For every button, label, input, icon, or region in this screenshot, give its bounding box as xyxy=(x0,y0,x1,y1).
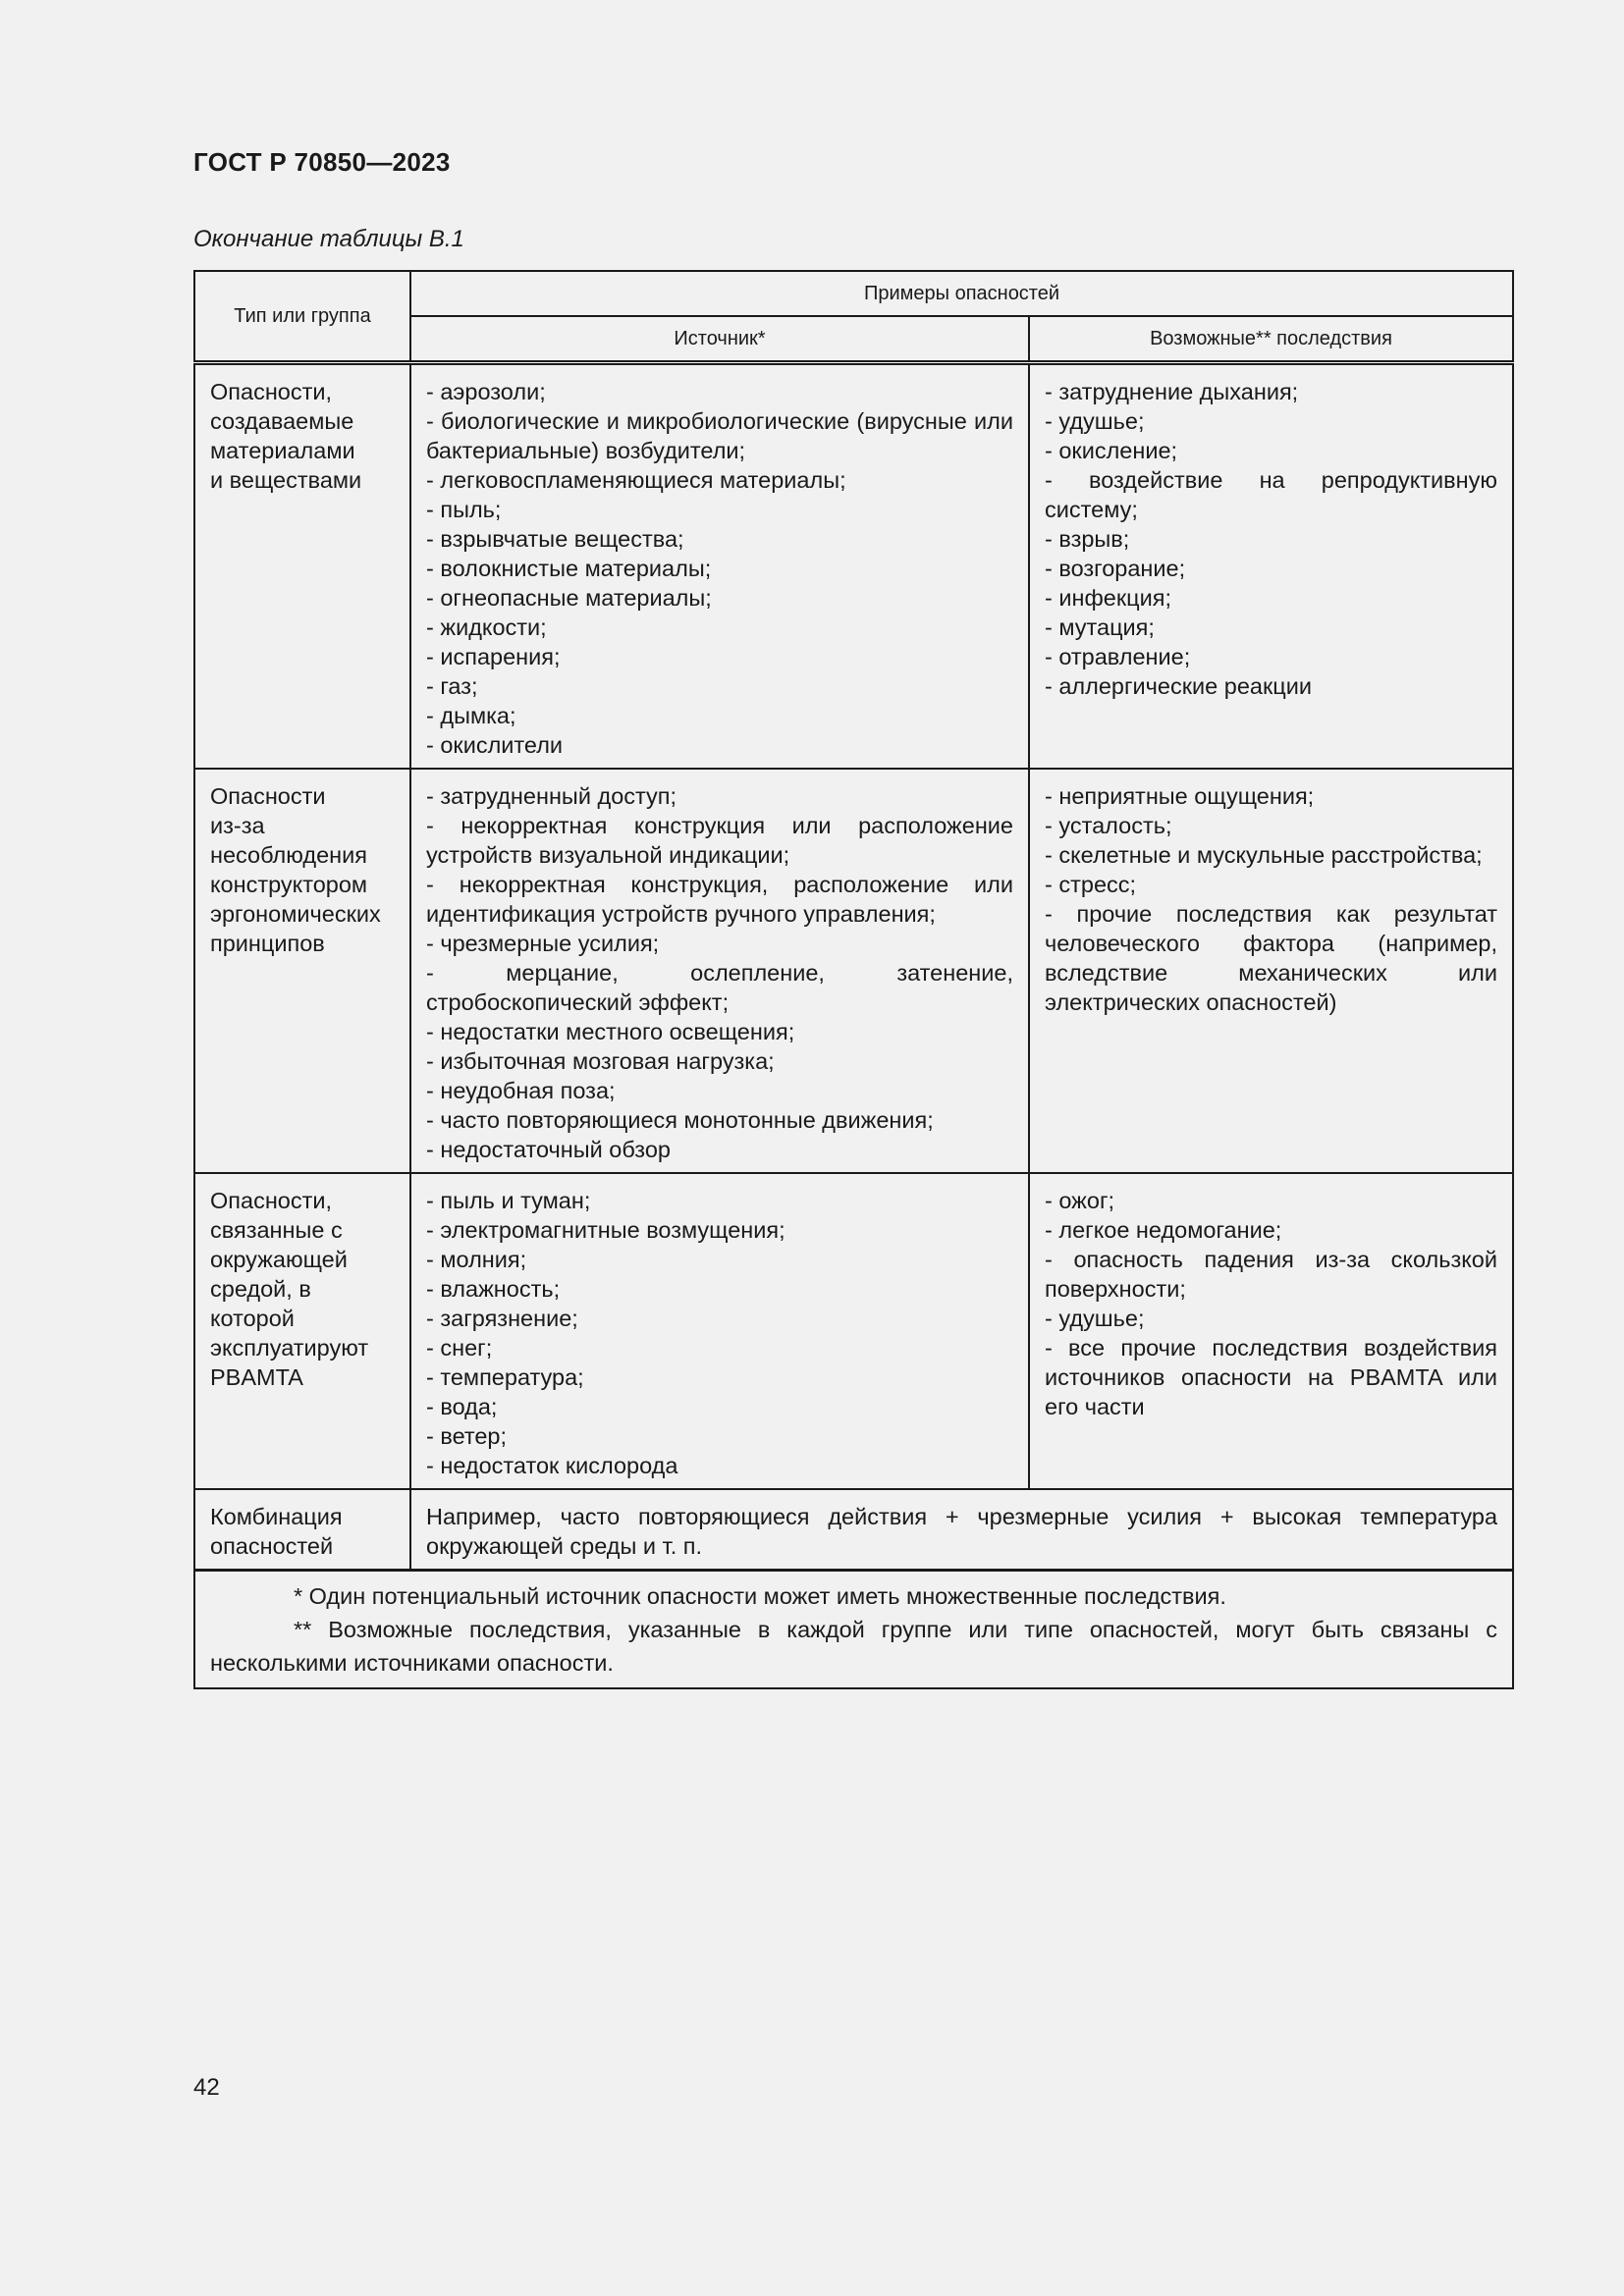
sources-list xyxy=(426,1186,1013,1480)
list-item: - отравление; xyxy=(1045,644,1191,669)
list-item: - удушье; xyxy=(1045,1306,1145,1331)
table-caption: Окончание таблицы В.1 xyxy=(193,226,464,252)
table-row xyxy=(194,1173,1513,1489)
list-item: - легковоспламеняющиеся материалы; xyxy=(426,467,846,493)
list-item: - мутация; xyxy=(1045,614,1155,640)
consequences-list xyxy=(1045,781,1497,1017)
group-cell: Опасности, связанные с окружающей средой, в которой эксплуатируют PBAMTA xyxy=(210,1188,369,1390)
list-item: - загрязнение; xyxy=(426,1306,578,1331)
list-item: - неприятные ощущения; xyxy=(1045,783,1315,809)
list-item: - избыточная мозговая нагрузка; xyxy=(426,1048,775,1074)
list-item: - температура; xyxy=(426,1364,584,1390)
list-item: - затрудненный доступ; xyxy=(426,783,677,809)
list-item: - пыль; xyxy=(426,497,502,522)
col-header-consequences: Возможные** последствия xyxy=(1029,316,1513,363)
list-item: - биологические и микробиологические (вирусные или бактериальные) возбудители; xyxy=(426,408,1013,463)
list-item: - недостаточный обзор xyxy=(426,1137,671,1162)
col-header-examples: Примеры опасностей xyxy=(410,271,1513,316)
list-item: - часто повторяющиеся монотонные движения; xyxy=(426,1107,934,1133)
list-item: - волокнистые материалы; xyxy=(426,556,712,581)
list-item: - аллергические реакции xyxy=(1045,673,1312,699)
list-item: - инфекция; xyxy=(1045,585,1171,611)
list-item: - окисление; xyxy=(1045,438,1178,463)
group-cell: Опасности из-за несоблюдения конструктором эргономических принципов xyxy=(210,783,381,956)
page-number: 42 xyxy=(193,2074,220,2101)
group-cell: Комбинация опасностей xyxy=(210,1504,343,1559)
hazards-table xyxy=(193,270,1514,1689)
list-item: - пыль и туман; xyxy=(426,1188,591,1213)
list-item: - стресс; xyxy=(1045,872,1137,897)
col-header-source: Источник* xyxy=(410,316,1029,363)
list-item: - влажность; xyxy=(426,1276,561,1302)
list-item: - усталость; xyxy=(1045,813,1172,838)
list-item: - мерцание, ослепление, затенение, стробоскопический эффект; xyxy=(426,960,1013,1015)
table-row xyxy=(194,769,1513,1173)
list-item: - чрезмерные усилия; xyxy=(426,931,660,956)
list-item: - опасность падения из-за скользкой поверхности; xyxy=(1045,1247,1498,1302)
list-item: - дымка; xyxy=(426,703,516,728)
table-row xyxy=(194,363,1513,770)
list-item: - воздействие на репродуктивную систему; xyxy=(1045,467,1498,522)
list-item: - ветер; xyxy=(426,1423,508,1449)
table-footnote: * Один потенциальный источник опасности может иметь множественные последствия. xyxy=(294,1583,1226,1609)
list-item: - легкое недомогание; xyxy=(1045,1217,1282,1243)
sources-list xyxy=(426,377,1013,760)
table-notes-row xyxy=(194,1571,1513,1689)
table-footnote: ** Возможные последствия, указанные в каждой группе или типе опасностей, могут быть связаны с несколькими источниками опасности. xyxy=(210,1617,1498,1676)
group-cell: Опасности, создаваемые материалами и веществами xyxy=(210,379,362,493)
list-item: - неудобная поза; xyxy=(426,1078,616,1103)
consequences-list xyxy=(1045,1186,1497,1421)
list-item: - прочие последствия как результат человеческого фактора (например, вследствие механических или электрических опасностей) xyxy=(1045,901,1498,1015)
list-item: - окислители xyxy=(426,732,564,758)
list-item: - скелетные и мускульные расстройства; xyxy=(1045,842,1483,868)
list-item: - недостаток кислорода xyxy=(426,1453,678,1478)
list-item: - взрыв; xyxy=(1045,526,1130,552)
list-item: - затруднение дыхания; xyxy=(1045,379,1299,404)
list-item: - удушье; xyxy=(1045,408,1145,434)
combination-text: Например, часто повторяющиеся действия + чрезмерные усилия + высокая температура окружающей среды и т. п. xyxy=(426,1504,1498,1559)
document-header: ГОСТ Р 70850—2023 xyxy=(193,147,451,177)
list-item: - некорректная конструкция, расположение или идентификация устройств ручного управления; xyxy=(426,872,1013,927)
list-item: - все прочие последствия воздействия источников опасности на PBAMTA или его части xyxy=(1045,1335,1498,1419)
col-header-type: Тип или группа xyxy=(194,271,410,363)
list-item: - электромагнитные возмущения; xyxy=(426,1217,785,1243)
list-item: - молния; xyxy=(426,1247,527,1272)
list-item: - недостатки местного освещения; xyxy=(426,1019,795,1044)
list-item: - вода; xyxy=(426,1394,498,1419)
list-item: - возгорание; xyxy=(1045,556,1186,581)
list-item: - ожог; xyxy=(1045,1188,1115,1213)
list-item: - взрывчатые вещества; xyxy=(426,526,684,552)
table-row xyxy=(194,1489,1513,1571)
consequences-list xyxy=(1045,377,1497,701)
list-item: - снег; xyxy=(426,1335,493,1361)
list-item: - некорректная конструкция или расположение устройств визуальной индикации; xyxy=(426,813,1013,868)
list-item: - жидкости; xyxy=(426,614,547,640)
list-item: - аэрозоли; xyxy=(426,379,546,404)
sources-list xyxy=(426,781,1013,1164)
list-item: - огнеопасные материалы; xyxy=(426,585,712,611)
list-item: - газ; xyxy=(426,673,478,699)
list-item: - испарения; xyxy=(426,644,561,669)
